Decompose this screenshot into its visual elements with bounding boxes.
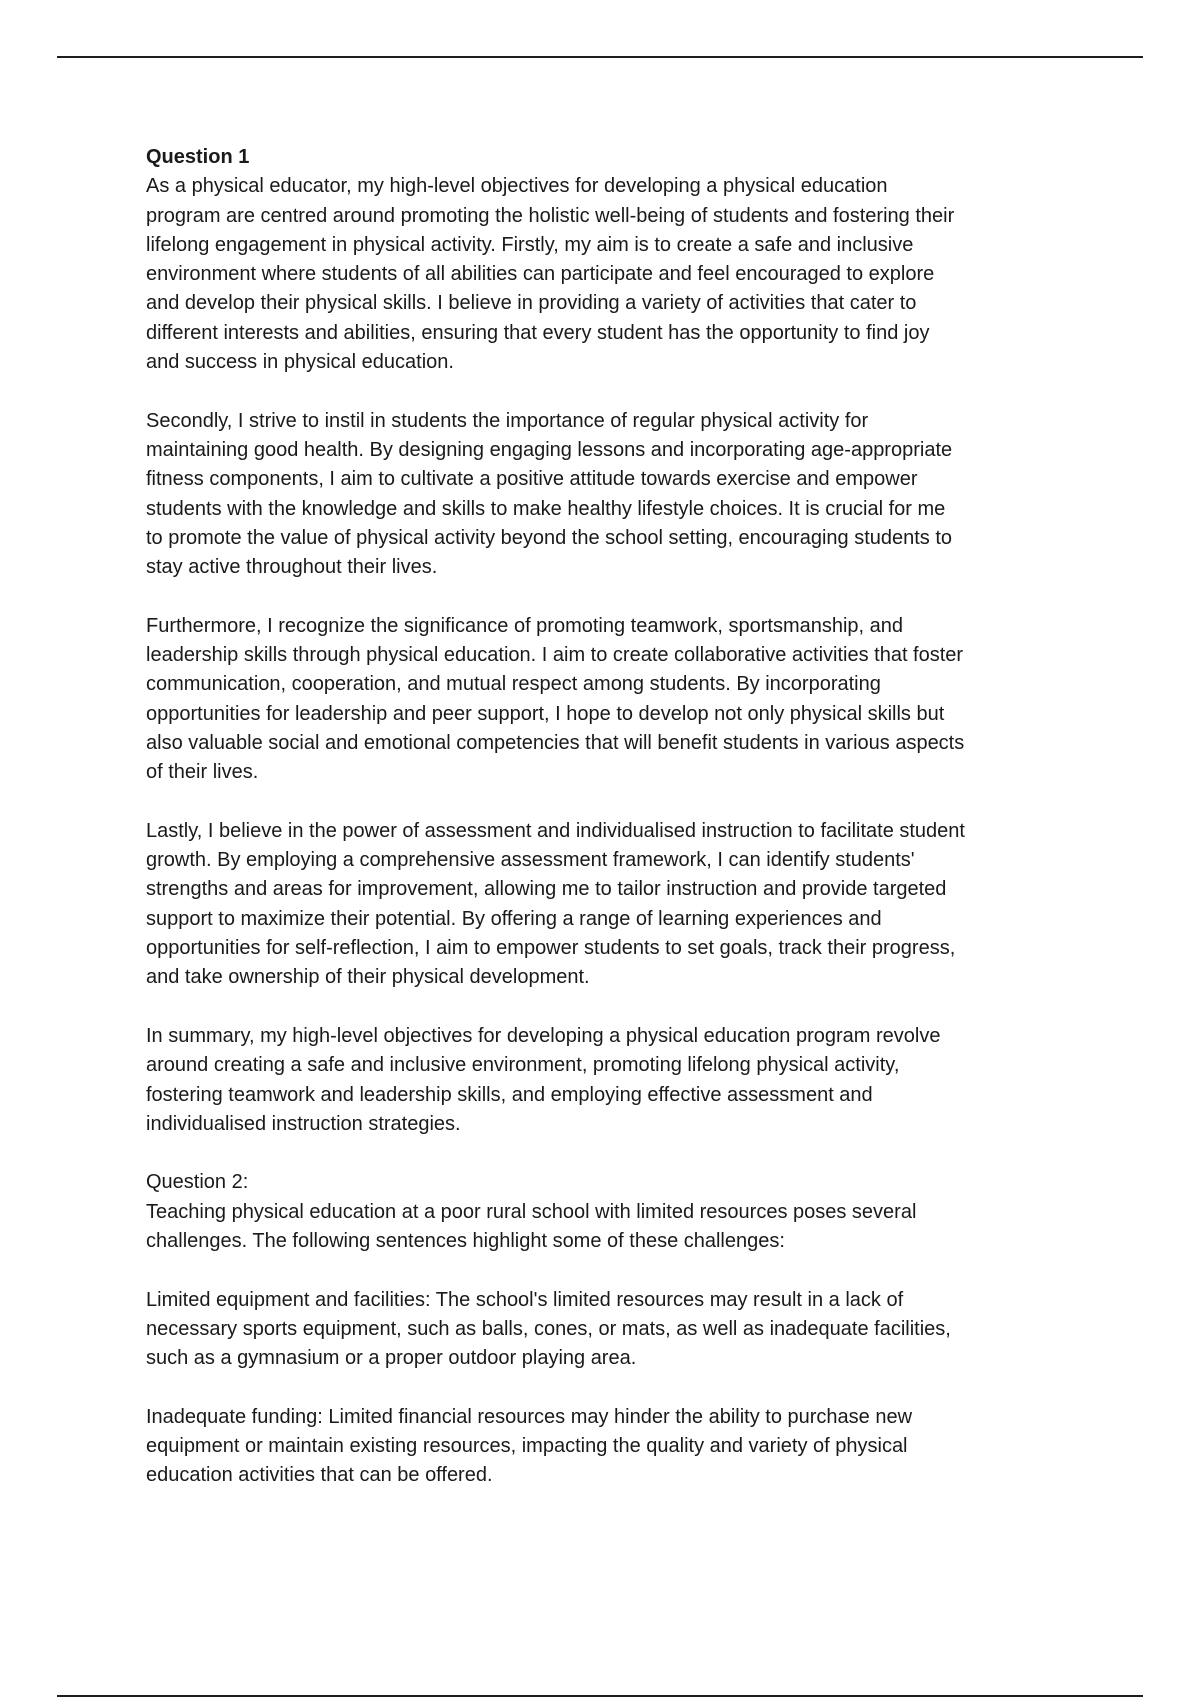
question-1-heading: Question 1 bbox=[146, 146, 250, 168]
text-line: necessary sports equipment, such as balls, cones, or mats, as well as inadequate facilities, bbox=[146, 1317, 951, 1340]
text-line: Secondly, I strive to instil in students the importance of regular physical activity for bbox=[146, 409, 869, 432]
q1-paragraph-2 bbox=[146, 407, 1076, 583]
text-line: such as a gymnasium or a proper outdoor playing area. bbox=[146, 1347, 637, 1370]
text-line: of their lives. bbox=[146, 761, 259, 784]
text-line: and take ownership of their physical development. bbox=[146, 966, 590, 989]
text-line: fitness components, I aim to cultivate a positive attitude towards exercise and empower bbox=[146, 468, 918, 491]
q1-paragraph-5 bbox=[146, 1022, 1076, 1139]
text-line: and develop their physical skills. I believe in providing a variety of activities that cater to bbox=[146, 292, 917, 315]
text-line: Limited equipment and facilities: The school's limited resources may result in a lack of bbox=[146, 1288, 904, 1311]
paragraph-gap bbox=[146, 1256, 1076, 1285]
text-line: strengths and areas for improvement, allowing me to tailor instruction and provide targeted bbox=[146, 878, 947, 901]
text-line: individualised instruction strategies. bbox=[146, 1112, 461, 1135]
text-line: education activities that can be offered. bbox=[146, 1464, 493, 1487]
question-2-heading: Question 2: bbox=[146, 1171, 249, 1194]
q2-paragraph-1 bbox=[146, 1286, 1076, 1374]
text-line: to promote the value of physical activity beyond the school setting, encouraging students to bbox=[146, 526, 953, 549]
q2-intro bbox=[146, 1198, 1076, 1257]
text-line: maintaining good health. By designing engaging lessons and incorporating age-appropriate bbox=[146, 438, 953, 461]
paragraph-gap bbox=[146, 993, 1076, 1022]
text-line: different interests and abilities, ensuring that every student has the opportunity to find joy bbox=[146, 321, 930, 344]
bottom-divider bbox=[57, 1695, 1143, 1697]
text-line: and success in physical education. bbox=[146, 351, 454, 374]
paragraph-gap bbox=[146, 1139, 1076, 1168]
text-line: lifelong engagement in physical activity. Firstly, my aim is to create a safe and inclusive bbox=[146, 233, 914, 256]
text-line: also valuable social and emotional competencies that will benefit students in various aspects bbox=[146, 731, 965, 754]
text-line: challenges. The following sentences highlight some of these challenges: bbox=[146, 1229, 785, 1252]
text-line: Inadequate funding: Limited financial resources may hinder the ability to purchase new bbox=[146, 1405, 913, 1428]
q1-paragraph-1 bbox=[146, 172, 1076, 377]
text-line: leadership skills through physical education. I aim to create collaborative activities that foster bbox=[146, 644, 964, 667]
q2-paragraph-2 bbox=[146, 1403, 1076, 1491]
text-line: Teaching physical education at a poor rural school with limited resources poses several bbox=[146, 1200, 917, 1223]
text-line: program are centred around promoting the holistic well-being of students and fostering their bbox=[146, 204, 955, 227]
paragraph-gap bbox=[146, 377, 1076, 406]
document-body bbox=[146, 143, 1076, 1491]
paragraph-gap bbox=[146, 1373, 1076, 1402]
q1-paragraph-3 bbox=[146, 612, 1076, 788]
text-line: stay active throughout their lives. bbox=[146, 556, 438, 579]
text-line: equipment or maintain existing resources, impacting the quality and variety of physical bbox=[146, 1435, 908, 1458]
text-line: students with the knowledge and skills to make healthy lifestyle choices. It is crucial for me bbox=[146, 497, 946, 520]
text-line: Lastly, I believe in the power of assessment and individualised instruction to facilitate student bbox=[146, 819, 965, 842]
text-line: fostering teamwork and leadership skills, and employing effective assessment and bbox=[146, 1083, 873, 1106]
text-line: support to maximize their potential. By offering a range of learning experiences and bbox=[146, 907, 882, 930]
text-line: As a physical educator, my high-level objectives for developing a physical education bbox=[146, 175, 888, 198]
paragraph-gap bbox=[146, 582, 1076, 611]
text-line: growth. By employing a comprehensive assessment framework, I can identify students' bbox=[146, 849, 915, 872]
text-line: In summary, my high-level objectives for developing a physical education program revolve bbox=[146, 1024, 941, 1047]
text-line: opportunities for self-reflection, I aim to empower students to set goals, track their progress, bbox=[146, 937, 956, 960]
text-line: opportunities for leadership and peer support, I hope to develop not only physical skills but bbox=[146, 702, 945, 725]
q1-paragraph-4 bbox=[146, 817, 1076, 993]
top-divider bbox=[57, 56, 1143, 58]
text-line: communication, cooperation, and mutual respect among students. By incorporating bbox=[146, 673, 881, 696]
text-line: environment where students of all abilities can participate and feel encouraged to explore bbox=[146, 263, 935, 286]
text-line: Furthermore, I recognize the significance of promoting teamwork, sportsmanship, and bbox=[146, 614, 904, 637]
paragraph-gap bbox=[146, 788, 1076, 817]
text-line: around creating a safe and inclusive environment, promoting lifelong physical activity, bbox=[146, 1054, 900, 1077]
